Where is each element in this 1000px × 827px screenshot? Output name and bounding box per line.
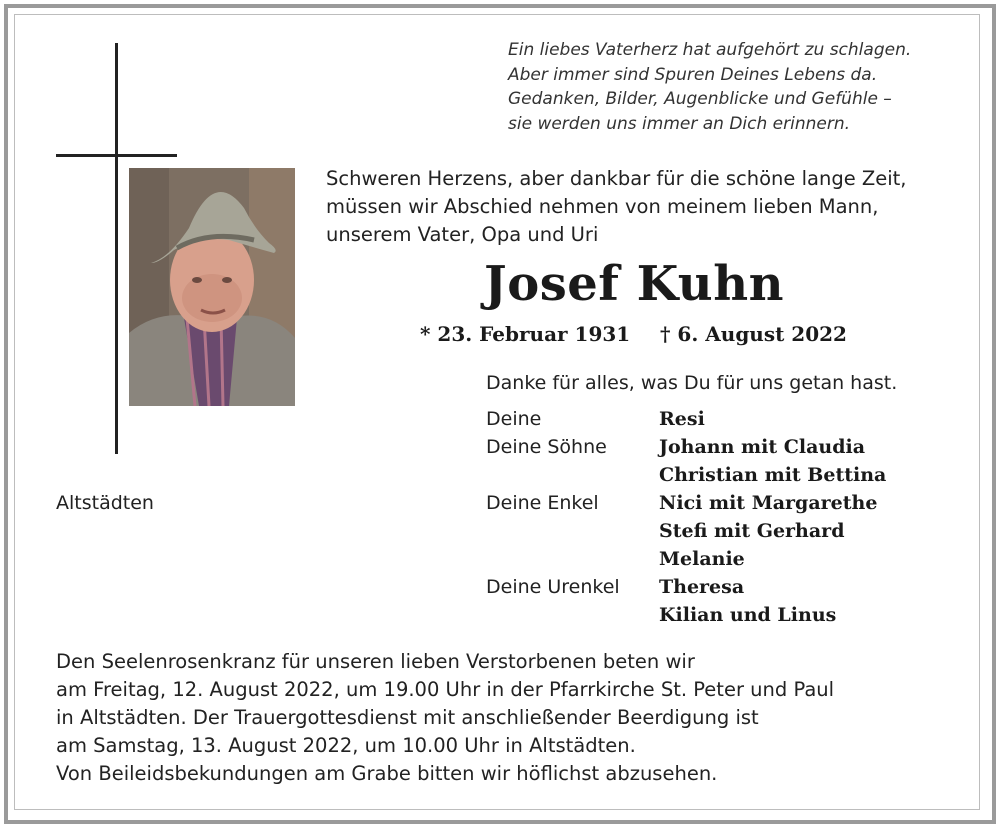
notice-line: am Freitag, 12. August 2022, um 19.00 Uhr in der Pfarrkirche St. Peter und Paul — [56, 678, 835, 701]
service-notice — [56, 648, 976, 788]
intro-text — [326, 165, 966, 249]
verse-line: Ein liebes Vaterherz hat aufgehört zu schlagen. — [508, 40, 912, 60]
deceased-name: Josef Kuhn — [483, 256, 784, 312]
verse-line: Gedanken, Bilder, Augenblicke und Gefühle – — [508, 89, 892, 109]
verse-line: sie werden uns immer an Dich erinnern. — [508, 113, 851, 134]
family-name-great-grandchild: Kilian und Linus — [659, 604, 837, 626]
intro-line: Schweren Herzens, aber dankbar für die schöne lange Zeit, — [326, 167, 907, 190]
family-name-son: Johann mit Claudia — [659, 436, 866, 458]
notice-line: Von Beileidsbekundungen am Grabe bitten wir höflichst abzusehen. — [56, 762, 718, 785]
family-label-great-grandchildren: Deine Urenkel — [486, 576, 620, 598]
family-name-great-grandchild: Theresa — [659, 576, 745, 598]
verse-line: Aber immer sind Spuren Deines Lebens da. — [508, 64, 878, 85]
cross-icon-bar — [56, 154, 177, 157]
family-name-son: Christian mit Bettina — [659, 464, 887, 486]
intro-line: unserem Vater, Opa und Uri — [326, 223, 599, 246]
notice-line: am Samstag, 13. August 2022, um 10.00 Uhr in Altstädten. — [56, 734, 636, 757]
family-label-wife: Deine — [486, 408, 542, 430]
family-label-grandchildren: Deine Enkel — [486, 492, 599, 514]
family-label-sons: Deine Söhne — [486, 436, 607, 458]
family-name-grandchild: Melanie — [659, 548, 745, 570]
place-name: Altstädten — [56, 492, 154, 514]
thanks-line: Danke für alles, was Du für uns getan hast. — [486, 372, 898, 394]
family-name-grandchild: Stefi mit Gerhard — [659, 520, 845, 542]
family-name-grandchild: Nici mit Margarethe — [659, 492, 878, 514]
intro-line: müssen wir Abschied nehmen von meinem lieben Mann, — [326, 195, 879, 218]
death-date: † 6. August 2022 — [660, 322, 847, 346]
memorial-verse — [508, 38, 968, 136]
notice-line: in Altstädten. Der Trauergottesdienst mit anschließender Beerdigung ist — [56, 706, 759, 729]
notice-line: Den Seelenrosenkranz für unseren lieben Verstorbenen beten wir — [56, 650, 695, 673]
birth-date: * 23. Februar 1931 — [420, 322, 631, 346]
cross-icon — [115, 43, 118, 454]
family-name-wife: Resi — [659, 408, 705, 430]
